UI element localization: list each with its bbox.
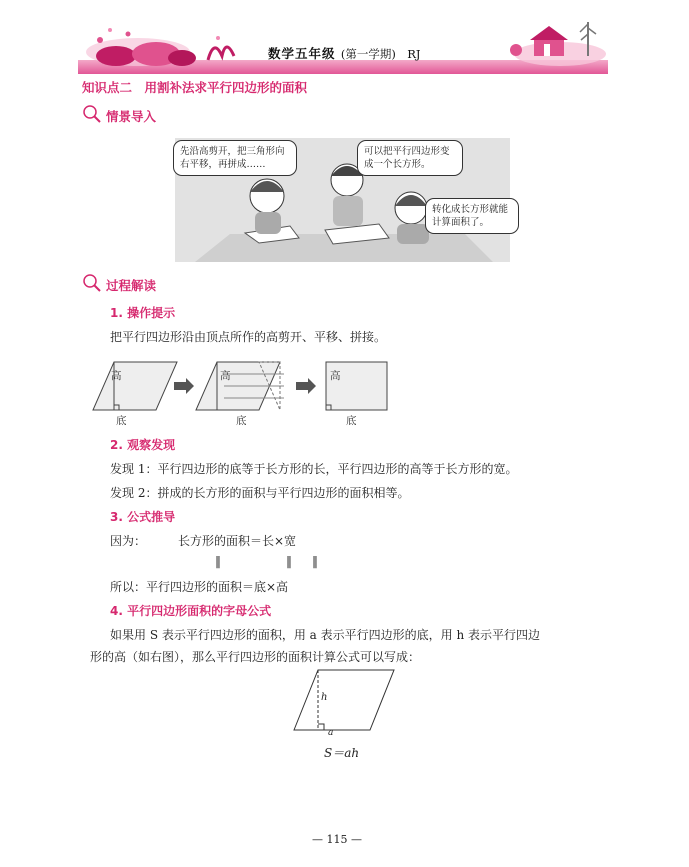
header-left-decoration: [78, 18, 248, 66]
height-label-3: 高: [330, 370, 341, 382]
base-label-3: 底: [346, 415, 357, 427]
equal-mark-2: ‖: [286, 554, 292, 568]
speech-bubble-2: 可以把平行四边形变成一个长方形。: [357, 140, 463, 176]
base-letter: a: [328, 728, 334, 738]
speech-bubble-3: 转化成长方形就能计算面积了。: [425, 198, 519, 234]
step1-text: 把平行四边形沿由顶点所作的高剪开、平移、拼接。: [110, 330, 387, 344]
parallelogram-area-formula: 所以：平行四边形的面积＝底×高: [110, 580, 289, 594]
finding-2: 发现 2：拼成的长方形的面积与平行四边形的面积相等。: [110, 486, 410, 500]
height-label-2: 高: [220, 370, 231, 382]
book-title: 数学五年级: [268, 46, 336, 61]
section-title: 知识点二 用割补法求平行四边形的面积: [82, 80, 308, 95]
height-letter: h: [321, 692, 328, 703]
parallelogram-diagram: [288, 666, 400, 740]
book-term: (第一学期): [340, 47, 396, 61]
magnifier-icon: [82, 273, 102, 293]
cut-shift-diagram: [88, 356, 388, 428]
speech-bubble-1: 先沿高剪开，把三角形向右平移，再拼成……: [173, 140, 297, 176]
header-right-decoration: [500, 14, 610, 66]
height-label-1: 高: [111, 370, 122, 382]
step1-title: 1. 操作提示: [110, 306, 176, 320]
intro-illustration: [175, 138, 510, 262]
magnifier-icon: [82, 104, 102, 124]
rectangle-area-formula: 长方形的面积＝长×宽: [178, 534, 297, 548]
intro-heading: 情景导入: [106, 109, 157, 124]
header-title: [268, 44, 421, 62]
equal-mark-3: ‖: [312, 554, 318, 568]
parallelogram-shape: [288, 666, 400, 740]
step4-title: 4. 平行四边形面积的字母公式: [110, 604, 272, 618]
step4-text-line-1: 如果用 S 表示平行四边形的面积，用 a 表示平行四边形的底，用 h 表示平行四边: [110, 628, 540, 642]
because-label: 因为：: [110, 534, 147, 548]
book-edition: RJ: [407, 47, 421, 61]
process-heading: 过程解读: [106, 278, 157, 293]
step2-title: 2. 观察发现: [110, 438, 176, 452]
base-label-2: 底: [236, 415, 247, 427]
page-number: — 115 —: [312, 833, 362, 846]
cut-shift-shapes: [88, 356, 388, 412]
step3-title: 3. 公式推导: [110, 510, 176, 524]
letter-formula: S＝ah: [324, 746, 360, 760]
base-label-1: 底: [116, 415, 127, 427]
finding-1: 发现 1：平行四边形的底等于长方形的长，平行四边形的高等于长方形的宽。: [110, 462, 518, 476]
step4-text-line-2: 形的高（如右图），那么平行四边形的面积计算公式可以写成：: [90, 650, 421, 664]
equal-mark-1: ‖: [215, 554, 221, 568]
